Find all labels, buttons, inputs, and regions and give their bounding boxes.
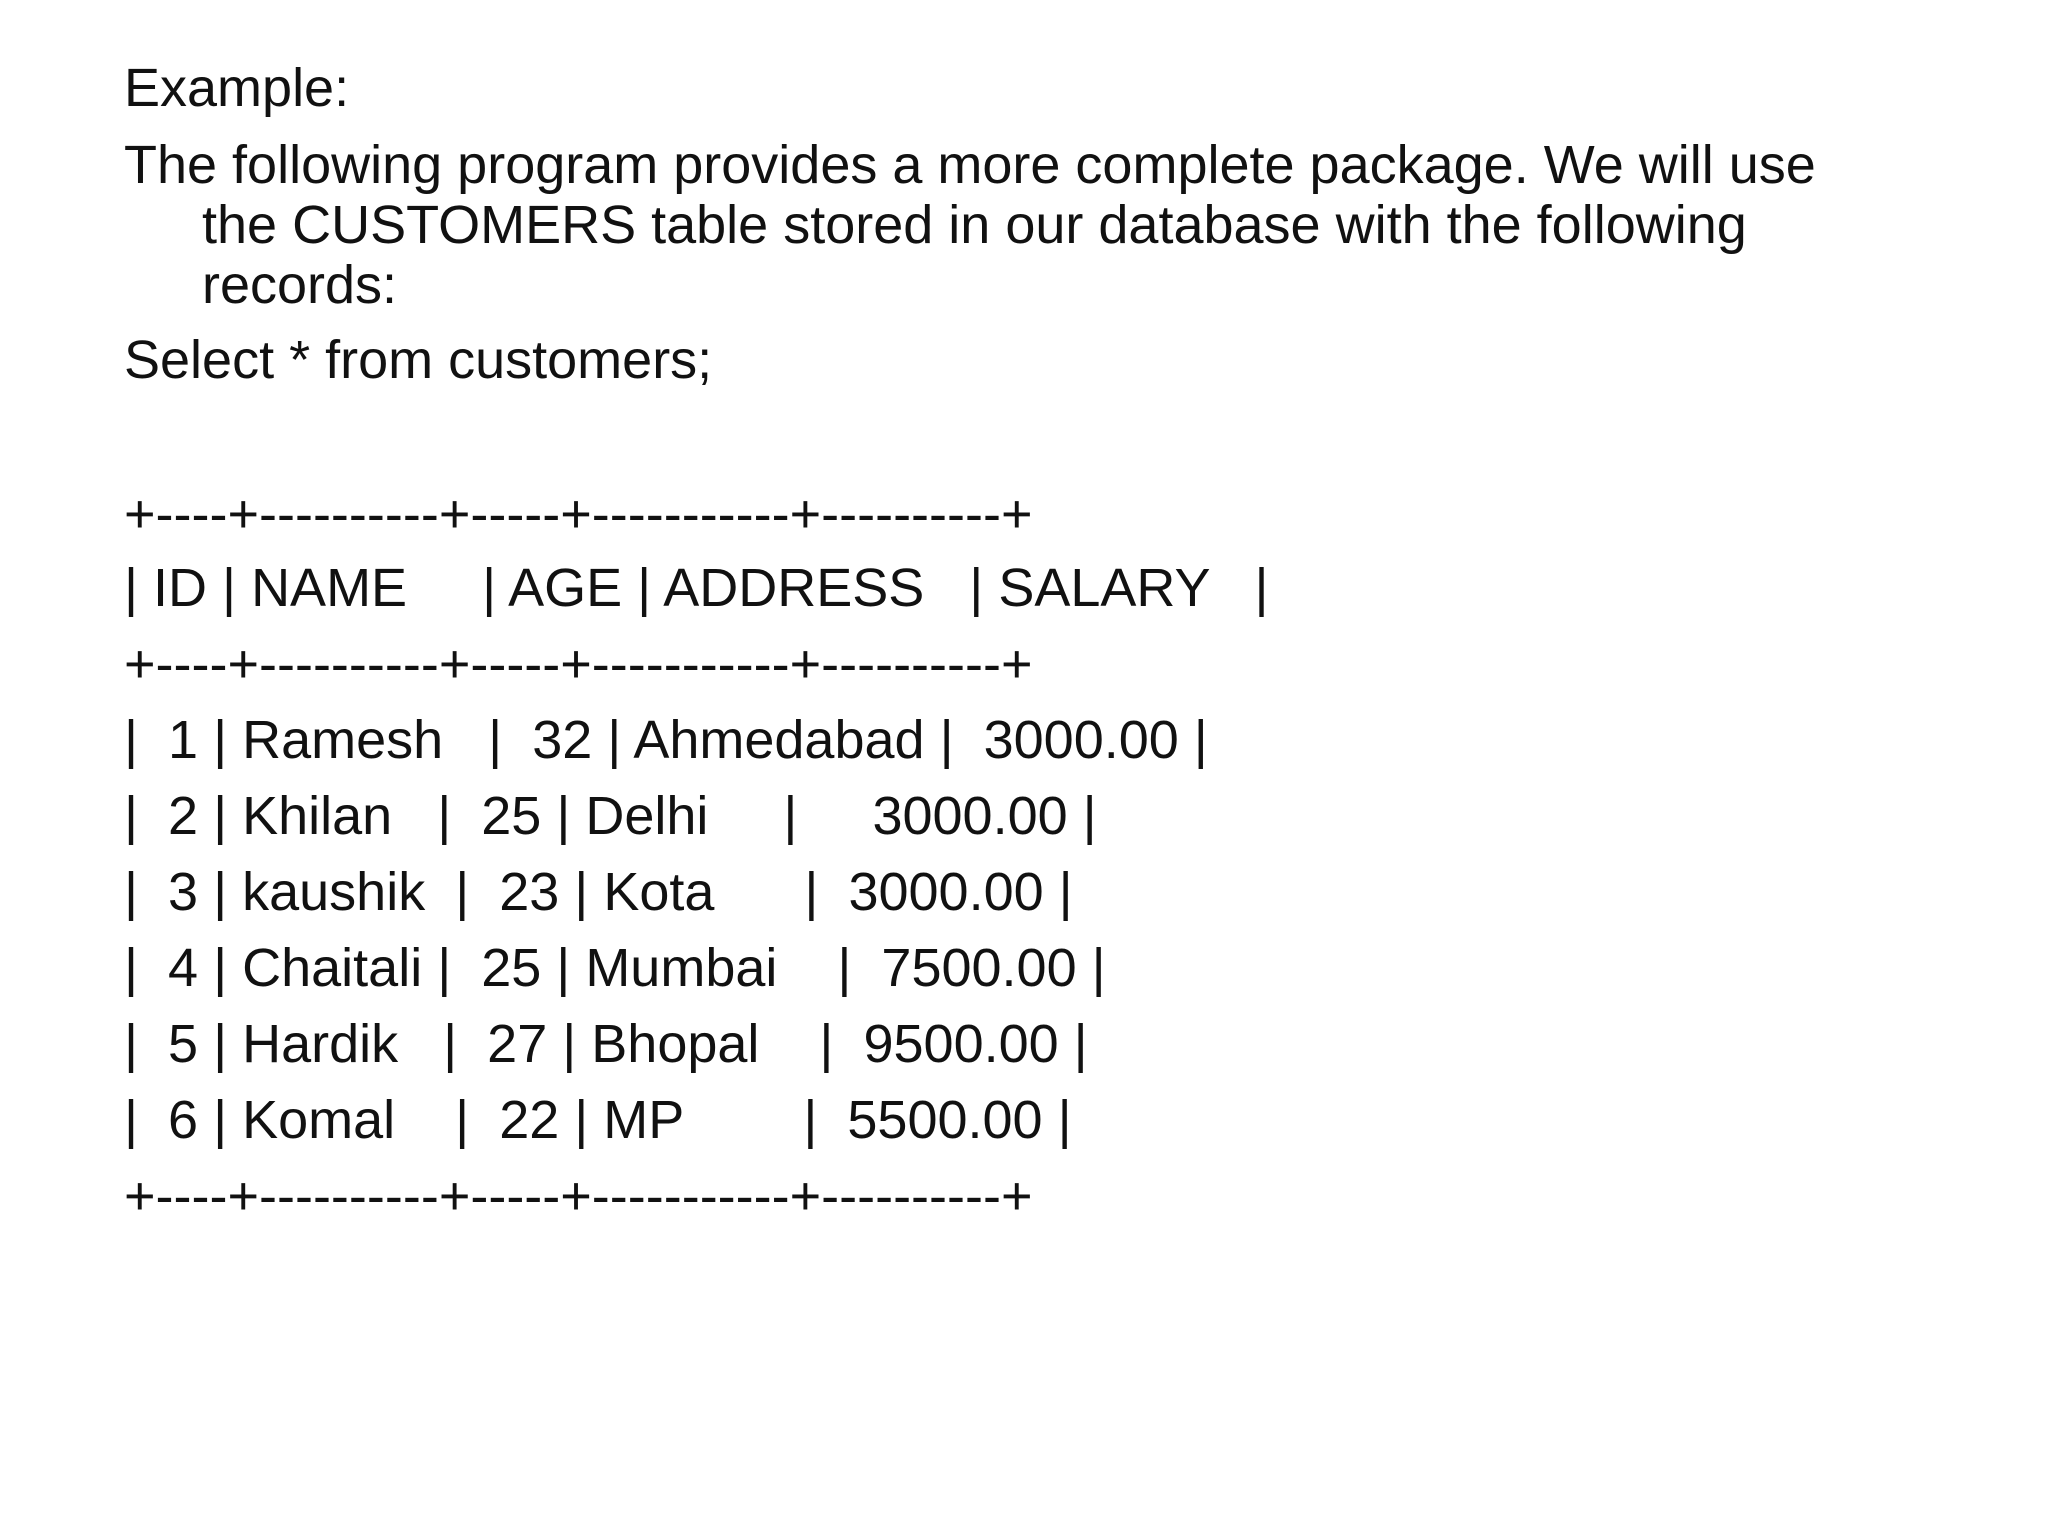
table-header-row: | ID | NAME | AGE | ADDRESS | SALARY | <box>124 558 1269 618</box>
table-border-top: +----+----------+-----+-----------+----------+ <box>124 484 1033 544</box>
table-row: | 1 | Ramesh | 32 | Ahmedabad | 3000.00 | <box>124 710 1208 770</box>
table-row: | 6 | Komal | 22 | MP | 5500.00 | <box>124 1090 1072 1150</box>
table-row: | 4 | Chaitali | 25 | Mumbai | 7500.00 | <box>124 938 1106 998</box>
table-row: | 3 | kaushik | 23 | Kota | 3000.00 | <box>124 862 1073 922</box>
table-row: | 2 | Khilan | 25 | Delhi | 3000.00 | <box>124 786 1097 846</box>
intro-paragraph <box>124 135 1944 315</box>
sql-query: Select * from customers; <box>124 330 713 390</box>
intro-line-3: records: <box>202 255 398 315</box>
intro-line-2: the CUSTOMERS table stored in our database with the following <box>202 195 1747 255</box>
example-heading: Example: <box>124 58 350 118</box>
table-border-middle: +----+----------+-----+-----------+----------+ <box>124 634 1033 694</box>
table-row: | 5 | Hardik | 27 | Bhopal | 9500.00 | <box>124 1014 1088 1074</box>
table-border-bottom: +----+----------+-----+-----------+----------+ <box>124 1166 1033 1226</box>
intro-line-1: The following program provides a more complete package. We will use <box>124 135 1816 195</box>
